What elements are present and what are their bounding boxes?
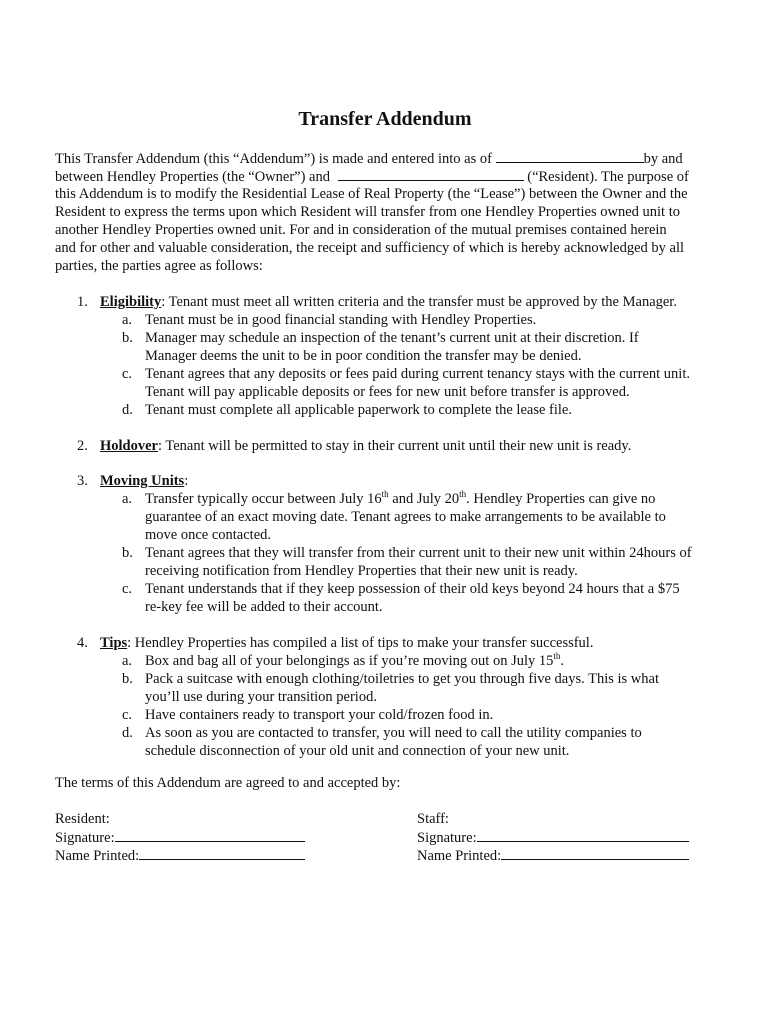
item-4d-text: As soon as you are contacted to transfer, you will need to call the utility companies to: [145, 725, 642, 741]
item-4d-label: d.: [122, 725, 133, 741]
section-1-line: Eligibility: Tenant must meet all written criteria and the transfer must be approved by the Manager.: [100, 294, 677, 310]
item-1c-text-2: Tenant will pay applicable deposits or fees for new unit before transfer is approved.: [145, 384, 630, 400]
section-1-number: 1.: [77, 294, 88, 310]
section-4-heading: Tips: [100, 635, 128, 651]
item-4b-label: b.: [122, 671, 133, 687]
section-3-number: 3.: [77, 473, 88, 489]
intro-line-6: and for other and valuable consideration, the receipt and sufficiency of which is hereby acknowledged by all: [55, 240, 685, 256]
item-1d-label: d.: [122, 402, 133, 418]
section-4-line: Tips: Hendley Properties has compiled a list of tips to make your transfer successful.: [100, 635, 594, 651]
item-4d-text-2: schedule disconnection of your old unit and connection of your new unit.: [145, 743, 570, 759]
resident-signature-field[interactable]: [115, 828, 305, 842]
section-3-heading: Moving Units: [100, 473, 185, 489]
intro-line-1: This Transfer Addendum (this “Addendum”) is made and entered into as of by and: [55, 151, 683, 167]
intro-line-3: this Addendum is to modify the Residential Lease of Real Property (the “Lease”) between the Owner and the: [55, 186, 688, 202]
staff-signature-field[interactable]: [477, 828, 689, 842]
intro-line-5: another Hendley Properties owned unit. For and in consideration of the mutual premises contained herein: [55, 222, 667, 238]
section-4-number: 4.: [77, 635, 88, 651]
item-3a-text-3: move once contacted.: [145, 527, 272, 543]
item-4c-text: Have containers ready to transport your cold/frozen food in.: [145, 707, 494, 723]
item-1b-text-2: Manager deems the unit to be in poor condition the transfer may be denied.: [145, 348, 582, 364]
resident-signature-row: Signature:: [55, 828, 305, 847]
item-1b-label: b.: [122, 330, 133, 346]
staff-signature-row: Signature:: [417, 828, 689, 847]
section-2-heading: Holdover: [100, 438, 158, 454]
resident-name-row: Name Printed:: [55, 846, 305, 865]
item-1a-text: Tenant must be in good financial standing with Hendley Properties.: [145, 312, 537, 328]
terms-statement: The terms of this Addendum are agreed to and accepted by:: [55, 775, 401, 791]
resident-name-field[interactable]: [139, 846, 305, 860]
item-3b-text-2: receiving notification from Hendley Properties that their new unit is ready.: [145, 563, 578, 579]
item-1a-label: a.: [122, 312, 133, 328]
item-1c-text: Tenant agrees that any deposits or fees paid during current tenancy stays with the current unit.: [145, 366, 690, 382]
staff-label: Staff:: [417, 811, 449, 827]
item-3a-label: a.: [122, 491, 133, 507]
item-3a-text-2: guarantee of an exact moving date. Tenant agrees to make arrangements to be available to: [145, 509, 666, 525]
resident-label: Resident:: [55, 811, 110, 827]
item-3a-text: Transfer typically occur between July 16th and July 20th. Hendley Properties can give no: [145, 489, 656, 507]
item-1b-text: Manager may schedule an inspection of the tenant’s current unit at their discretion. If: [145, 330, 639, 346]
item-3c-label: c.: [122, 581, 133, 597]
intro-line-4: Resident to express the terms upon which Resident will transfer from one Hendley Properties owned unit to: [55, 204, 680, 220]
item-4a-label: a.: [122, 653, 133, 669]
item-1d-text: Tenant must complete all applicable paperwork to complete the lease file.: [145, 402, 572, 418]
section-1-heading: Eligibility: [100, 294, 162, 310]
item-4b-text: Pack a suitcase with enough clothing/toiletries to get you through five days. This is what: [145, 671, 659, 687]
staff-name-field[interactable]: [501, 846, 689, 860]
item-4a-text: Box and bag all of your belongings as if you’re moving out on July 15th.: [145, 651, 565, 669]
date-blank[interactable]: [496, 149, 644, 163]
intro-line-2: between Hendley Properties (the “Owner”) and (“Resident). The purpose of: [55, 169, 689, 185]
item-4b-text-2: you’ll use during your transition period.: [145, 689, 377, 705]
section-2-line: Holdover: Tenant will be permitted to stay in their current unit until their new unit is ready.: [100, 438, 632, 454]
staff-name-row: Name Printed:: [417, 846, 689, 865]
item-3c-text: Tenant understands that if they keep possession of their old keys beyond 24 hours that a $75: [145, 581, 680, 597]
item-3b-label: b.: [122, 545, 133, 561]
resident-name-blank[interactable]: [338, 167, 524, 181]
section-3-line: Moving Units:: [100, 473, 189, 489]
section-2-number: 2.: [77, 438, 88, 454]
intro-line-7: parties, the parties agree as follows:: [55, 258, 263, 274]
item-4c-label: c.: [122, 707, 133, 723]
item-1c-label: c.: [122, 366, 133, 382]
item-3c-text-2: re-key fee will be added to their account.: [145, 599, 383, 615]
document-title: Transfer Addendum: [298, 108, 472, 130]
item-3b-text: Tenant agrees that they will transfer from their current unit to their new unit within 24hours of: [145, 545, 692, 561]
